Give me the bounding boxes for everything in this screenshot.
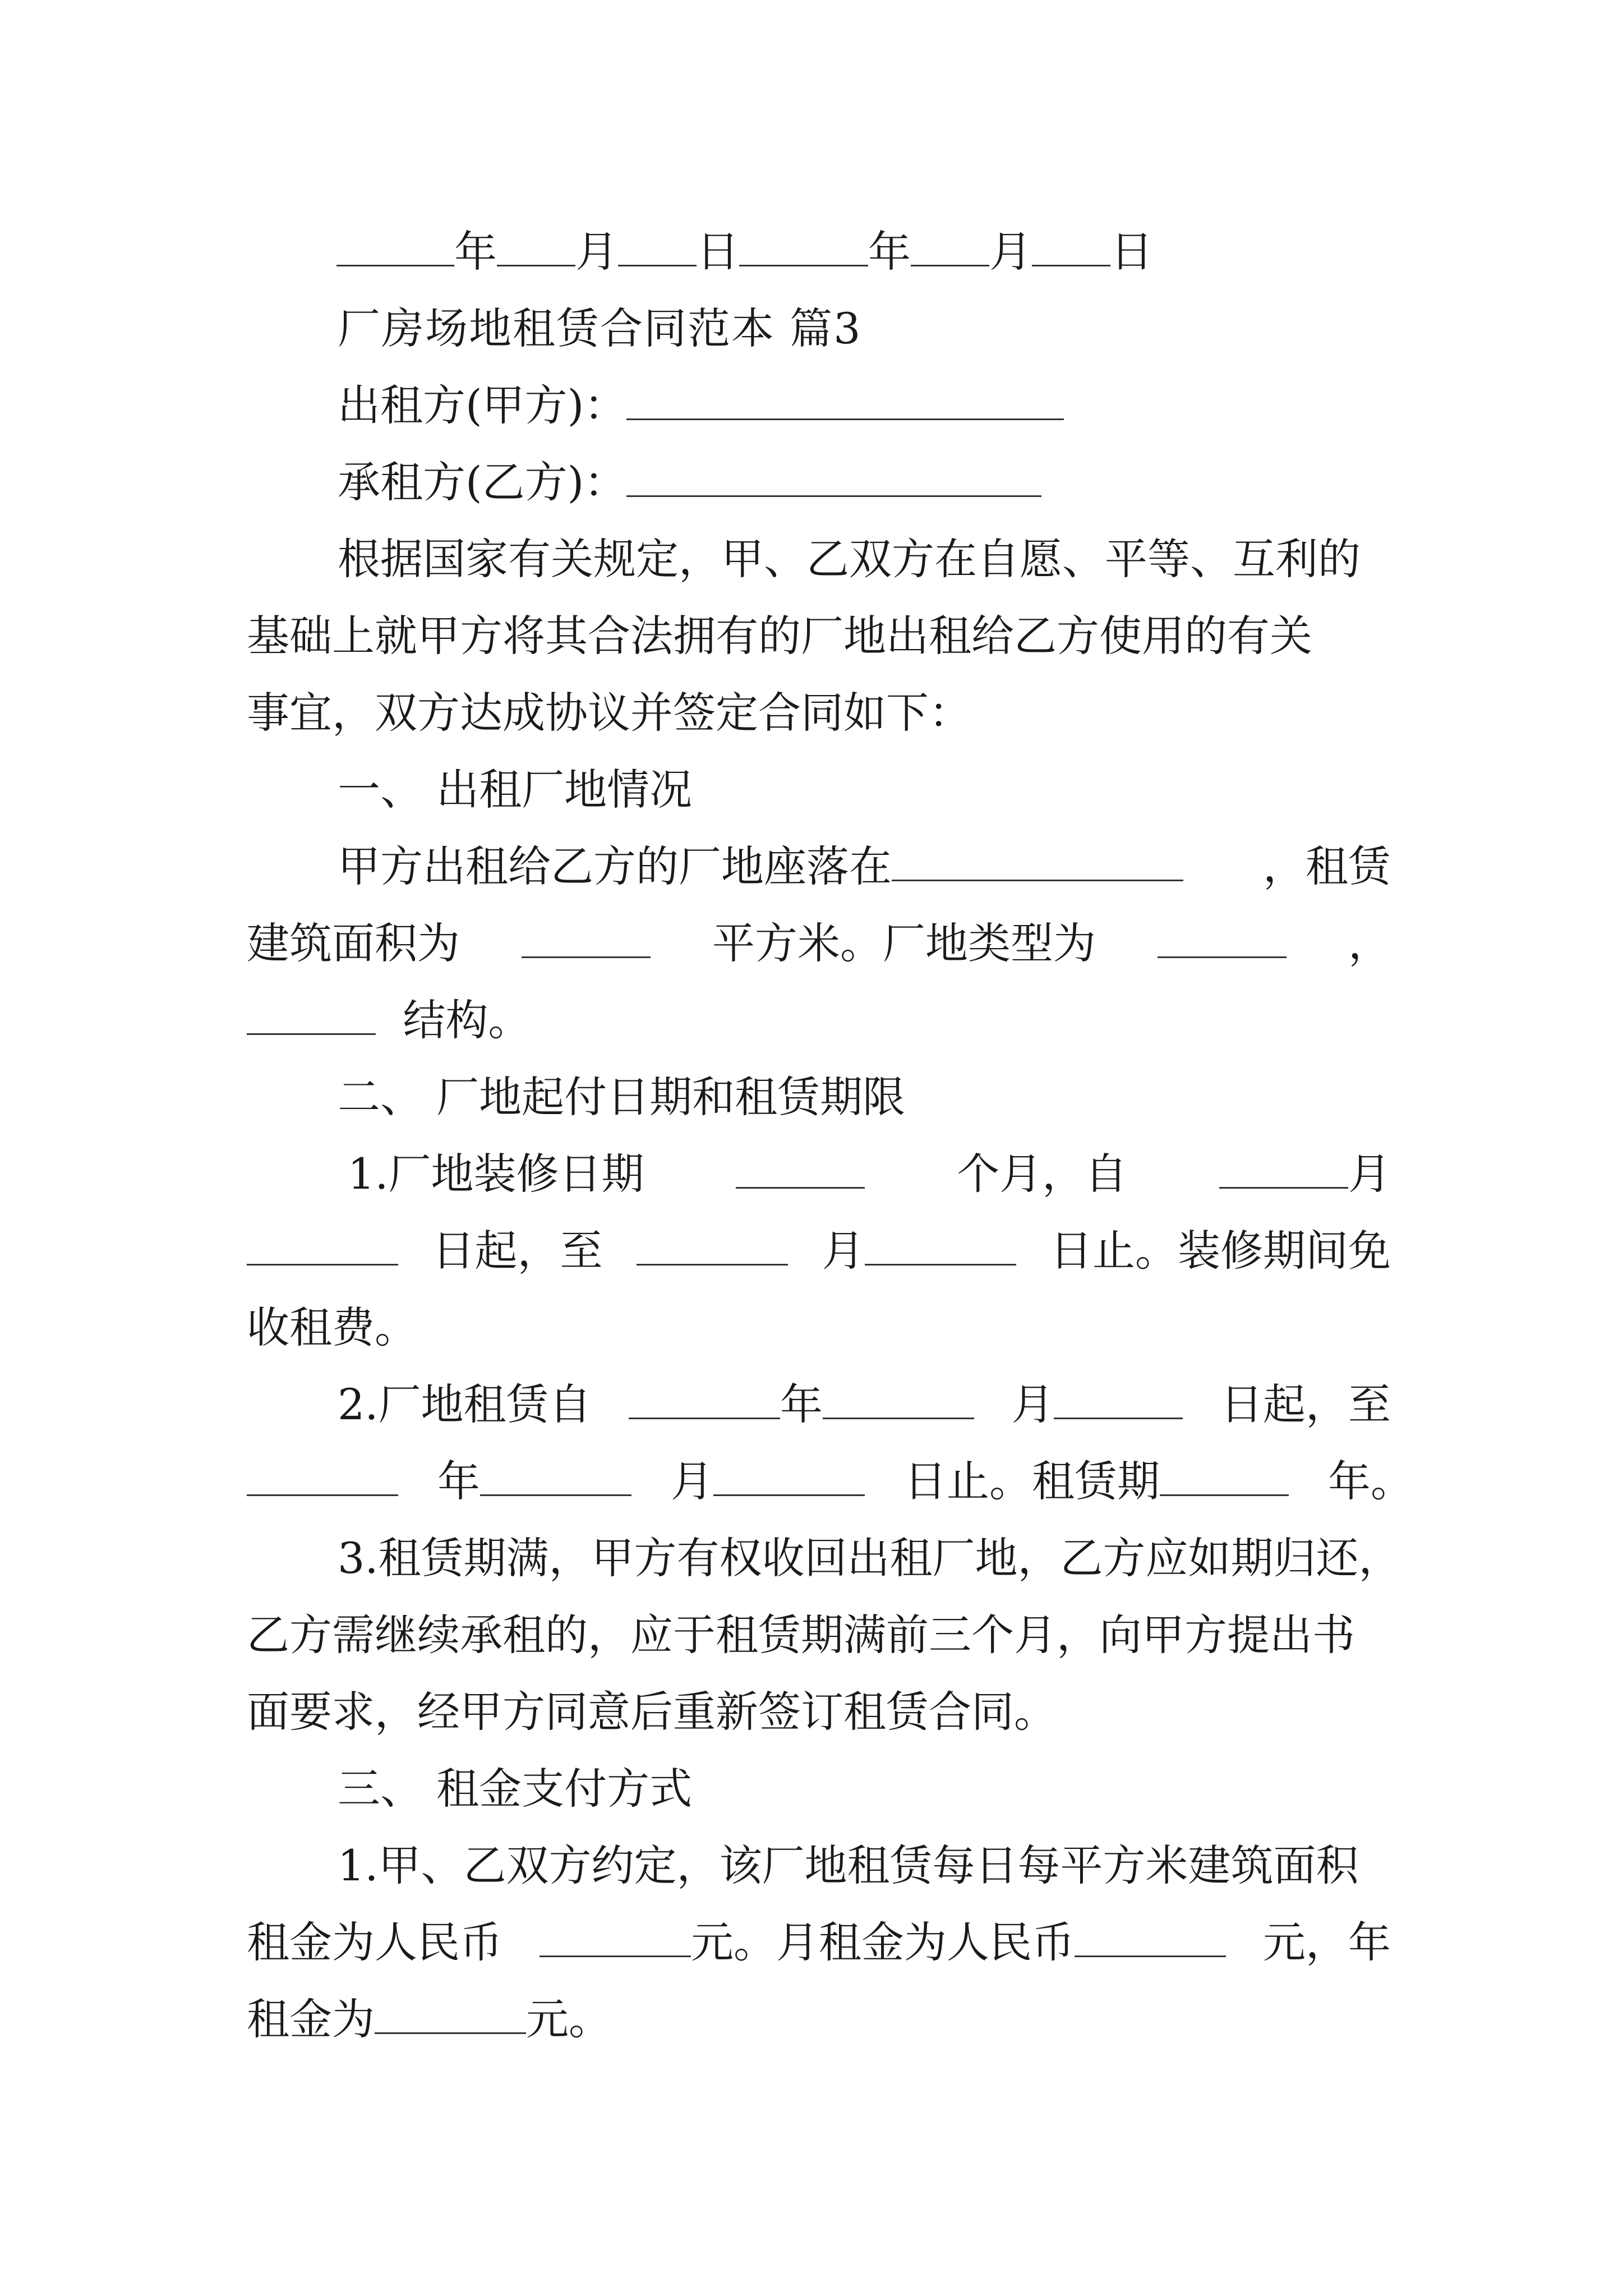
area-blank xyxy=(522,923,651,958)
paragraph-line xyxy=(247,1212,1391,1289)
blank xyxy=(739,231,868,266)
text: 甲方出租给乙方的厂地座落在 xyxy=(338,841,892,891)
text: 日止。装修期间免 xyxy=(1050,1226,1391,1276)
lessor-blank xyxy=(626,385,1064,420)
paragraph-line xyxy=(247,1981,1391,2058)
text: 个月，自 xyxy=(957,1149,1128,1199)
blank xyxy=(1032,231,1110,266)
blank xyxy=(911,231,989,266)
text: 平方米。厂地类型为 xyxy=(712,918,1096,968)
text: 2.厂地租赁自 xyxy=(338,1379,592,1429)
structure-blank xyxy=(247,1000,376,1035)
intro-line: 根据国家有关规定，甲、乙双方在自愿、平等、互利的 xyxy=(338,534,1361,584)
months-blank xyxy=(736,1153,865,1189)
text: 建筑面积为 xyxy=(247,918,460,968)
text: 年 xyxy=(437,1456,480,1506)
month-label: 月 xyxy=(989,227,1032,277)
annual-rent-blank xyxy=(375,1999,526,2034)
text: 月 xyxy=(1348,1149,1391,1199)
blank xyxy=(618,231,697,266)
text: 日止。租赁期 xyxy=(904,1456,1160,1506)
blank xyxy=(480,1461,631,1496)
text: 日起，至 xyxy=(432,1226,603,1276)
paragraph-line xyxy=(247,1135,1391,1212)
intro-line: 基础上就甲方将其合法拥有的厂地出租给乙方使用的有关 xyxy=(247,611,1312,661)
text: 元。 xyxy=(526,1994,611,2044)
location-blank xyxy=(892,846,1183,881)
intro-line: 事宜，双方达成协议并签定合同如下： xyxy=(247,688,971,738)
paragraph-line xyxy=(247,982,1391,1059)
text: 1.厂地装修日期 xyxy=(348,1149,644,1199)
year-label: 年 xyxy=(868,227,911,277)
blank xyxy=(247,1461,398,1496)
text: ， xyxy=(1348,918,1391,968)
text: 租金为 xyxy=(247,1994,375,2044)
paragraph-line: 收租费。 xyxy=(247,1303,417,1352)
paragraph-line xyxy=(247,1366,1391,1443)
section-title: 一、 出租厂地情况 xyxy=(338,765,693,815)
text: 月 xyxy=(1011,1379,1054,1429)
text: 年 xyxy=(780,1379,823,1429)
paragraph-line: 面要求，经甲方同意后重新签订租赁合同。 xyxy=(247,1687,1057,1737)
lessee-label: 承租方(乙方)： xyxy=(338,457,627,507)
monthly-rent-blank xyxy=(1075,1922,1226,1957)
blank xyxy=(1054,1384,1183,1419)
type-blank xyxy=(1158,923,1287,958)
contract-page xyxy=(247,213,1413,2058)
date-line xyxy=(247,213,1391,290)
blank xyxy=(1219,1153,1348,1189)
blank xyxy=(247,1230,398,1266)
day-label: 日 xyxy=(697,227,739,277)
lessor-label: 出租方(甲方)： xyxy=(338,380,627,430)
lessee-line xyxy=(247,444,1391,521)
paragraph-line: 3.租赁期满，甲方有权收回出租厂地，乙方应如期归还， xyxy=(338,1533,1401,1583)
term-blank xyxy=(1160,1461,1289,1496)
blank xyxy=(865,1230,1016,1266)
lessor-line xyxy=(247,367,1391,444)
blank xyxy=(497,231,575,266)
paragraph-line xyxy=(247,828,1391,905)
document-heading: 厂房场地租赁合同范本 篇3 xyxy=(338,303,862,353)
text: 年。 xyxy=(1328,1456,1413,1506)
text: 月 xyxy=(671,1456,713,1506)
section-title: 二、 厂地起付日期和租赁期限 xyxy=(338,1072,906,1122)
blank xyxy=(713,1461,865,1496)
lessee-blank xyxy=(626,462,1041,497)
text: 租金为人民币 xyxy=(247,1917,502,1967)
blank xyxy=(336,231,454,266)
text: 元，年 xyxy=(1263,1917,1391,1967)
blank xyxy=(823,1384,974,1419)
text: ，租赁 xyxy=(1263,841,1391,891)
daily-rent-blank xyxy=(540,1922,691,1957)
paragraph-line xyxy=(247,905,1391,982)
blank xyxy=(629,1384,780,1419)
paragraph-line xyxy=(247,1904,1391,1981)
month-label: 月 xyxy=(575,227,618,277)
text: 月 xyxy=(822,1226,865,1276)
text: 结构。 xyxy=(403,995,531,1045)
text: 日起，至 xyxy=(1220,1379,1391,1429)
blank xyxy=(637,1230,788,1266)
year-label: 年 xyxy=(454,227,497,277)
text: 元。月租金为人民币 xyxy=(691,1917,1075,1967)
paragraph-line: 1.甲、乙双方约定，该厂地租赁每日每平方米建筑面积 xyxy=(338,1841,1359,1890)
section-title: 三、 租金支付方式 xyxy=(338,1764,693,1814)
day-label: 日 xyxy=(1110,227,1153,277)
paragraph-line: 乙方需继续承租的，应于租赁期满前三个月，向甲方提出书 xyxy=(247,1610,1355,1660)
paragraph-line xyxy=(247,1443,1413,1520)
